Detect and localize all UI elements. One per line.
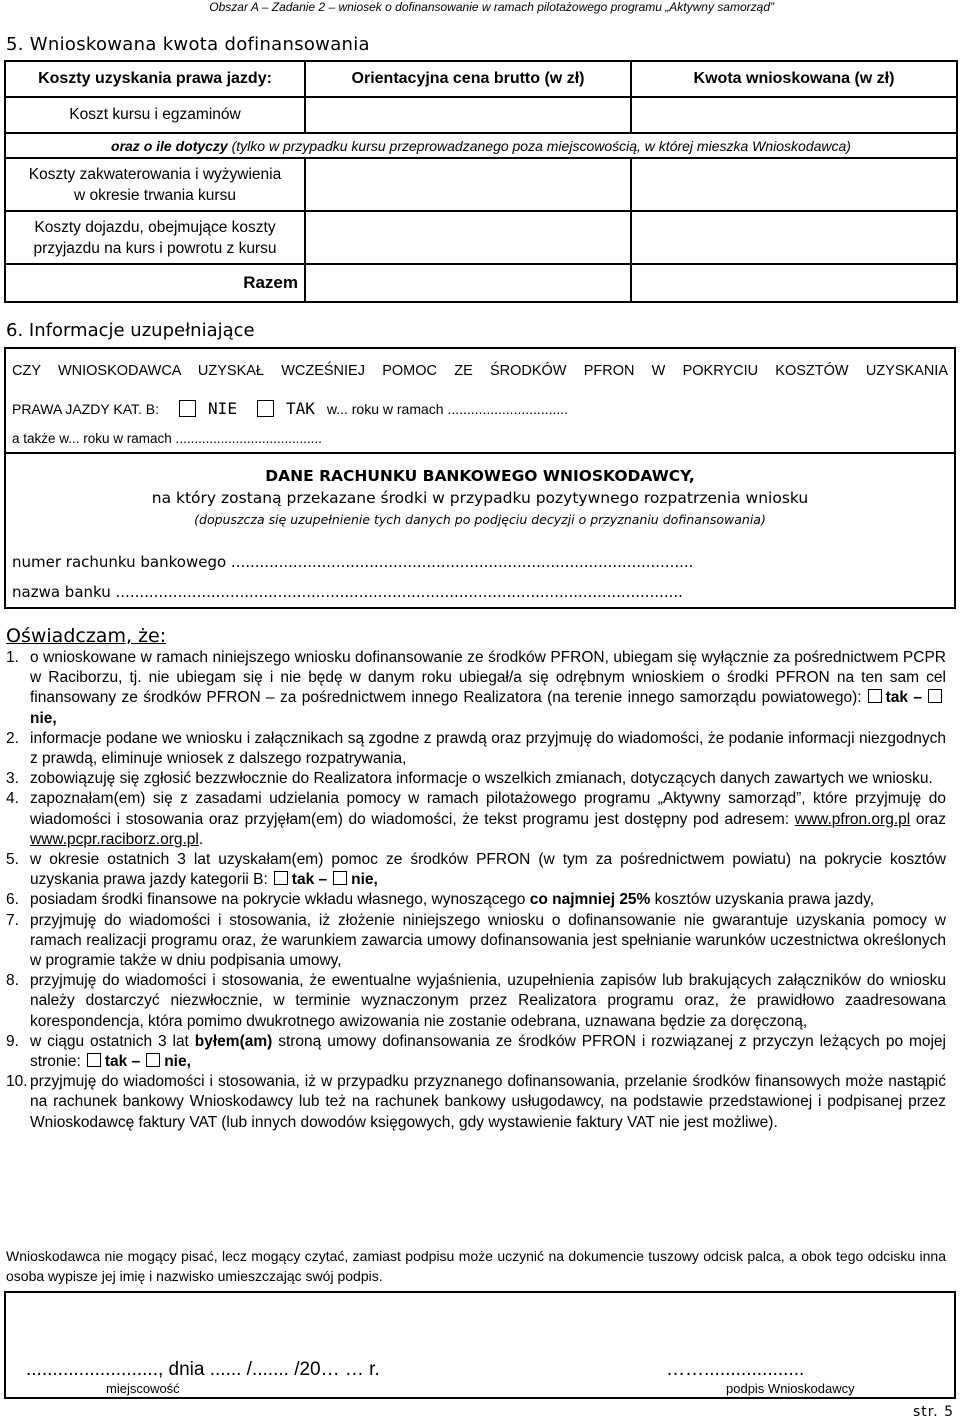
page-number: str. 5 — [912, 1404, 954, 1420]
license-line — [12, 399, 568, 418]
signature-box — [4, 1291, 956, 1399]
bank-data-heading — [6, 465, 954, 531]
row-label-total: Razem — [5, 264, 305, 302]
travel-amount-field[interactable] — [631, 211, 957, 264]
list-item: 6. posiadam środki finansowe na pokrycie wkładu własnego, wynoszącego co najmniej 25% kosztów uzyskania prawa jazdy, — [6, 891, 875, 909]
signature-field[interactable]: ……................... — [666, 1359, 805, 1380]
pfron-question: CZY WNIOSKODAWCA UZYSKAŁ WCZEŚNIEJ POMOC ZE ŚRODKÓW PFRON W POKRYCIU KOSZTÓW UZYSKANIA — [12, 363, 948, 379]
bank-note: (dopuszcza się uzupełnienie tych danych po podjęciu decyzji o przyznaniu dofinansowania) — [194, 512, 766, 527]
tak-checkbox[interactable] — [257, 400, 274, 417]
tak-label: TAK — [285, 399, 315, 418]
nie-checkbox[interactable] — [928, 689, 942, 703]
costs-table — [4, 60, 958, 303]
list-item: 9. w ciągu ostatnich 3 lat byłem(am) stroną umowy dofinansowania ze środków PFRON i rozwiązanej z przyczyn leżących po mojej stronie: tak – nie, — [6, 1032, 946, 1071]
accommodation-line-2: w okresie trwania kursu — [74, 186, 236, 204]
section-6-title: 6. Informacje uzupełniające — [6, 320, 255, 341]
nie-checkbox[interactable] — [146, 1053, 160, 1067]
note-bold: oraz o ile dotyczy — [111, 137, 228, 154]
col-header-costs: Koszty uzyskania prawa jazdy: — [5, 61, 305, 97]
pfron-link[interactable]: www.pfron.org.pl — [794, 810, 911, 828]
list-item: 3. zobowiązuję się zgłosić bezzwłocznie do Realizatora informacje o wszelkich zmianach, dotyczących danych zawartych we wniosku. — [6, 770, 933, 788]
course-amount-field[interactable] — [631, 97, 957, 133]
list-item: 5. w okresie ostatnich 3 lat uzyskałam(em) pomoc ze środków PFRON (w tym za pośrednictwem powiatu) na pokrycie kosztów uzyskania prawa jazdy kategorii B: tak – nie, — [6, 851, 946, 889]
list-item: 2. informacje podane we wniosku i załącznikach są zgodne z prawdą oraz przyjmuję do wiadomości, że podanie informacji niezgodnych z prawdą, eliminuje wniosek z dalszego rozpatrywania, — [6, 729, 946, 768]
total-price-field[interactable] — [305, 264, 631, 302]
col-header-price: Orientacyjna cena brutto (w zł) — [305, 61, 631, 97]
course-price-field[interactable] — [305, 97, 631, 133]
travel-price-field[interactable] — [305, 211, 631, 264]
accommodation-line-1: Koszty zakwaterowania i wyżywienia — [28, 165, 282, 183]
list-item: 10. przyjmuję do wiadomości i stosowania, iż w przypadku przyznanego dofinansowania, przelanie środków finansowych może nastąpić na rachunek bankowy Wnioskodawcy lub też na rachunek bankowy usługodawcy, na podstawie przedstawionej i podpisanej przez Wnioskodawcę faktury VAT (lub innych dowodów księgowych, gdy wystawienie faktury VAT nie jest możliwe). — [6, 1073, 946, 1131]
list-item: 8. przyjmuję do wiadomości i stosowania, że ewentualne wyjaśnienia, uzupełnienia zapisów lub brakujących załączników do wniosku należy dostarczyć niezwłocznie, w terminie wyznaczonym przez Realizatora programu oraz, że prawidłowo zaadresowana korespondencja, która pomimo dwukrotnego awizowania nie zostanie odebrana, uznawana będzie za doręczoną, — [6, 972, 946, 1030]
section-5-title: 5. Wnioskowana kwota dofinansowania — [6, 34, 370, 55]
list-item: 7. przyjmuję do wiadomości i stosowania, iż złożenie niniejszego wniosku o dofinansowanie nie gwarantuje uzyskania pomocy w ramach realizacji programu oraz, że warunkiem zawarcia umowy dofinansowania jest spełnianie warunków uczestnictwa określonych w programie także w dniu podpisania umowy, — [6, 911, 946, 970]
bank-title: DANE RACHUNKU BANKOWEGO WNIOSKODAWCY, — [265, 467, 695, 485]
license-label: PRAWA JAZDY KAT. B: — [12, 401, 160, 417]
account-number-field[interactable]: numer rachunku bankowego ................................................................................................. — [12, 553, 694, 571]
nie-label: NIE — [208, 399, 237, 418]
row-label-course: Koszt kursu i egzaminów — [5, 97, 305, 133]
accommodation-amount-field[interactable] — [631, 158, 957, 211]
tak-checkbox[interactable] — [274, 871, 288, 885]
additional-info-box — [4, 347, 956, 609]
also-year-field[interactable]: a także w... roku w ramach ....................................... — [12, 431, 322, 446]
place-date-field[interactable]: ........................., dnia ...... /....... /20… … r. — [26, 1359, 380, 1380]
travel-line-2: przyjazdu na kurs i powrotu z kursu — [33, 239, 277, 257]
tak-checkbox[interactable] — [87, 1053, 101, 1067]
tak-checkbox[interactable] — [868, 689, 882, 703]
year-program-field[interactable]: w... roku w ramach ............................... — [326, 401, 569, 417]
list-item: 4. zapoznałam(em) się z zasadami udzielania pomocy w ramach pilotażowego programu „Aktywny samorząd”, które przyjmuję do wiadomości i stosowania oraz przyjęłam(em) do wiadomości, że tekst programu jest dostępny pod adresem: www.pfron.org.pl oraz www.pcpr.raciborz.org.pl. — [6, 790, 947, 848]
declaration-title: Oświadczam, że: — [6, 625, 167, 647]
note-rest: (tylko w przypadku kursu przeprowadzanego poza miejscowością, w której mieszka Wnioskodawca) — [231, 137, 851, 154]
nie-checkbox[interactable] — [179, 400, 196, 417]
bank-subtitle: na który zostaną przekazane środki w przypadku pozytywnego rozpatrzenia wniosku — [151, 489, 809, 507]
travel-line-1: Koszty dojazdu, obejmujące koszty — [34, 218, 276, 236]
place-label: miejscowość — [106, 1381, 180, 1396]
declaration-list — [6, 648, 946, 1133]
signature-label: podpis Wnioskodawcy — [726, 1381, 855, 1396]
total-amount-field[interactable] — [631, 264, 957, 302]
fingerprint-note: Wnioskodawca nie mogący pisać, lecz mogący czytać, zamiast podpisu może uczynić na dokumencie tuszowy odcisk palca, a obok tego odcisku inna osoba wypisze jej imię i nazwisko umieszczając swój podpis. — [6, 1248, 946, 1284]
optional-costs-note — [5, 133, 957, 158]
nie-checkbox[interactable] — [333, 871, 347, 885]
row-label-accommodation — [5, 158, 305, 211]
section-divider — [6, 452, 954, 454]
list-item: 1. o wnioskowane w ramach niniejszego wniosku dofinansowanie ze środków PFRON, ubiegam się wyłącznie za pośrednictwem PCPR w Raciborzu, tj. nie ubiegam się i nie będę w danym roku ubiegał/a się odrębnym wnioskiem o środki PFRON na ten sam cel finansowany ze środków PFRON – za pośrednictwem innego Realizatora (na terenie innego samorządu powiatowego): tak –nie, — [6, 649, 946, 727]
bank-name-field[interactable]: nazwa banku ....................................................................................................................... — [12, 583, 683, 601]
page-header: Obszar A – Zadanie 2 – wniosek o dofinansowanie w ramach pilotażowego programu „Aktywny samorząd” — [209, 0, 774, 14]
row-label-travel — [5, 211, 305, 264]
accommodation-price-field[interactable] — [305, 158, 631, 211]
pcpr-link[interactable]: www.pcpr.raciborz.org.pl — [30, 830, 199, 848]
col-header-amount: Kwota wnioskowana (w zł) — [631, 61, 957, 97]
